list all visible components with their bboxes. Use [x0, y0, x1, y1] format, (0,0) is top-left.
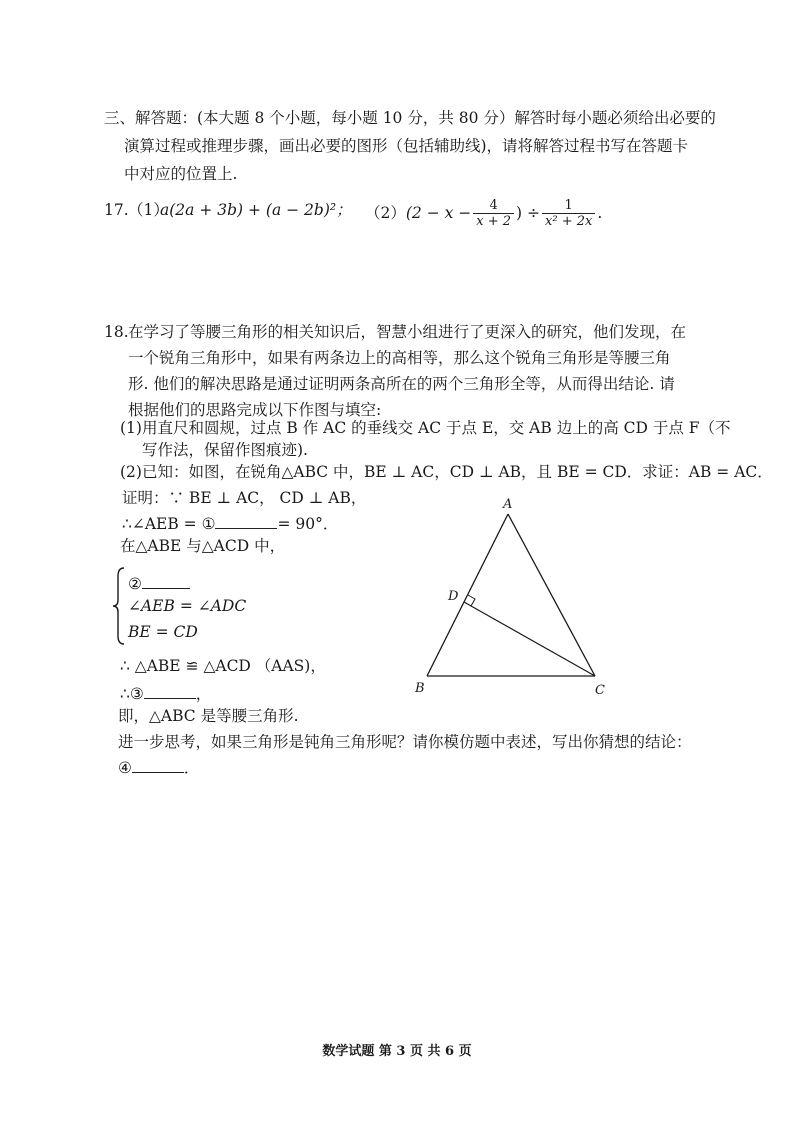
brace-line1-label: ② [128, 575, 142, 593]
blank-2 [142, 572, 190, 589]
q17-part1-label: （1） [128, 201, 169, 219]
proof-line6: 即，△ABC 是等腰三角形. [118, 707, 299, 725]
q18-intro-line3: 形. 他们的解决思路是通过证明两条高所在的两个三角形全等，从而得出结论. 请 [128, 375, 675, 393]
label-B: B [415, 681, 425, 696]
fraction1-denominator: x + 2 [476, 213, 512, 229]
answer-line4 [118, 756, 199, 778]
section-heading-line2: 演算过程或推理步骤，画出必要的图形（包括辅助线)，请将解答过程书写在答题卡 [124, 137, 689, 155]
proof-line2 [122, 512, 338, 534]
label-D: D [448, 589, 459, 604]
q18-intro-line2: 一个锐角三角形中，如果有两条边上的高相等，那么这个锐角三角形是等腰三角 [128, 349, 671, 367]
section-heading-line3: 中对应的位置上. [124, 165, 238, 183]
blank-1 [215, 512, 277, 529]
q17-part1-expression: a(2a + 3b) + (a − 2b)²； [160, 201, 352, 219]
q17-part2-middle: ) ÷ [516, 204, 541, 222]
q17-part2-fraction2 [542, 198, 595, 229]
q18-part1-line1: (1)用直尺和圆规，过点 B 作 AC 的垂线交 AC 于点 E，交 AB 边上的高 CD 于点 F（不 [120, 419, 731, 437]
proof-line5-suffix: ， [195, 685, 212, 703]
q18-number: 18. [104, 323, 129, 341]
label-A: A [503, 497, 513, 512]
brace-symbol [112, 566, 126, 646]
q18-intro-line4: 根据他们的思路完成以下作图与填空: [128, 401, 382, 419]
fraction1-numerator: 4 [473, 198, 514, 214]
page-footer: 数学试题 第 3 页 共 6 页 [322, 1044, 472, 1059]
proof-line5 [120, 682, 211, 704]
brace-line2: ∠AEB = ∠ADC [128, 597, 247, 615]
brace-line1 [128, 572, 190, 594]
proof-line1: 证明：∵ BE ⊥ AC， CD ⊥ AB， [122, 489, 367, 507]
blank-4 [132, 756, 184, 773]
answer-line4-label: ④ [118, 759, 132, 777]
section-heading-line1: 三、解答题：(本大题 8 个小题，每小题 10 分，共 80 分）解答时每小题必须给出必要的 [104, 109, 716, 127]
fraction2-denominator: x² + 2x [545, 213, 593, 229]
q17-part2-fraction1 [473, 198, 514, 229]
proof-line2-prefix: ∴∠AEB = ① [122, 515, 216, 533]
proof-line5-prefix: ∴③ [120, 685, 144, 703]
q17-part2-prefix: (2 − x − [405, 204, 472, 222]
q18-part2-line1: (2)已知：如图，在锐角△ABC 中，BE ⊥ AC，CD ⊥ AB，且 BE = CD．求证：AB = AC． [120, 463, 773, 481]
proof-line4: ∴ △ABE ≌ △ACD （AAS)， [120, 657, 326, 675]
brace-line3: BE = CD [128, 623, 198, 641]
answer-line4-suffix: ． [183, 759, 200, 777]
label-C: C [595, 683, 605, 698]
fraction2-numerator: 1 [542, 198, 595, 214]
side-AB [427, 514, 508, 676]
q17-part2-label: （2） [365, 204, 406, 222]
triangle-figure [405, 490, 625, 700]
q17-part2-end: . [597, 204, 603, 222]
proof-line3: 在△ABE 与△ACD 中， [120, 537, 286, 555]
q17-number: 17. [104, 201, 129, 219]
blank-3 [144, 682, 196, 699]
q18-part1-line2: 写作法，保留作图痕迹). [142, 441, 308, 459]
further-thinking: 进一步思考，如果三角形是钝角三角形呢？请你模仿题中表述，写出你猜想的结论： [118, 733, 692, 751]
q17-part2-expression [365, 196, 602, 230]
q18-intro-line1: 在学习了等腰三角形的相关知识后，智慧小组进行了更深入的研究，他们发现，在 [128, 323, 687, 341]
proof-line2-suffix: = 90°． [277, 515, 339, 533]
